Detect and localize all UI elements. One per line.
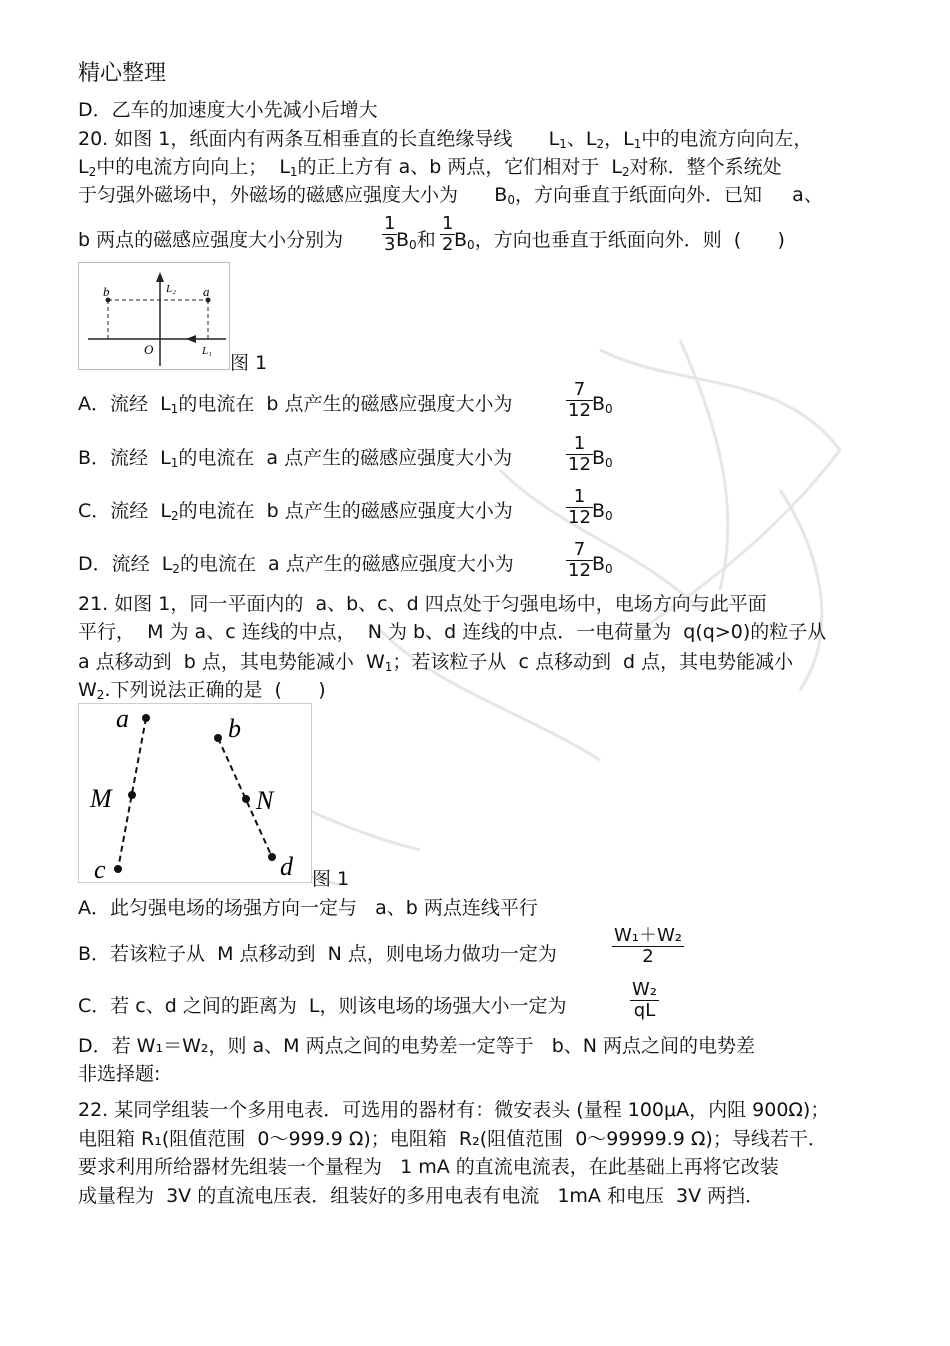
q20-option-b: B．流经 $L_1$的电流在 a 点产生的磁感应强度大小为 xyxy=(78,447,513,470)
q20-option-d-fraction: $\frac{7}{12}$ xyxy=(568,539,591,581)
fraction-one-half: $\frac{1}{2}$ xyxy=(442,213,454,255)
q22-line-1: 22. 某同学组装一个多用电表．可选用的器材有：微安表头 (量程 100μA，内阻 900Ω)； xyxy=(78,1099,830,1121)
label-l2: L₂ xyxy=(166,283,176,295)
q20-option-b-unit: $B_0$ xyxy=(592,447,613,470)
q20-option-c-fraction: $\frac{1}{12}$ xyxy=(568,486,591,528)
q20-option-a-fraction: $\frac{7}{12}$ xyxy=(568,379,591,421)
label-o: O xyxy=(144,342,154,357)
q21-option-c: C．若 c、d 之间的距离为 L，则该电场的场强大小一定为 xyxy=(78,995,567,1017)
q21-line-4: $W_2$.下列说法正确的是 ( ) xyxy=(78,679,326,702)
label-b: b xyxy=(103,284,110,299)
q21-option-b: B．若该粒子从 M 点移动到 N 点，则电场力做功一定为 xyxy=(78,943,557,965)
q22-line-3: 要求利用所给器材先组装一个量程为 1 mA 的直流电流表，在此基础上再将它改装 xyxy=(78,1156,779,1178)
q20-line-2: $L_2$中的电流方向向上； $L_1$的正上方有 a、b 两点，它们相对于 $L_2$对称．整个系统处 xyxy=(78,156,782,179)
q19-option-d: D．乙车的加速度大小先减小后增大 xyxy=(78,99,378,121)
q21-option-a: A．此匀强电场的场强方向一定与 a、b 两点连线平行 xyxy=(78,897,538,919)
point-b xyxy=(214,734,222,742)
label-n: N xyxy=(256,786,274,815)
point-c xyxy=(114,865,122,873)
point-m xyxy=(128,791,136,799)
q21-figure xyxy=(78,703,312,883)
q21-option-c-fraction: $\frac{\text{W₂}}{qL}$ xyxy=(632,979,658,1021)
q20-option-c: C．流经 $L_2$的电流在 b 点产生的磁感应强度大小为 xyxy=(78,500,513,523)
label-m: M xyxy=(90,784,112,813)
section-heading: 非选择题: xyxy=(78,1063,161,1085)
fraction-one-third: $\frac{1}{3}$ xyxy=(384,213,396,255)
q20-line-4c: $B_0$，方向也垂直于纸面向外．则 ( ) xyxy=(454,229,785,252)
label-c: c xyxy=(94,855,106,883)
q20-line-1: 20. 如图 1，纸面内有两条互相垂直的长直绝缘导线 $L_1$、$L_2$，$L_1$中的电流方向向左， xyxy=(78,128,813,151)
q20-option-d: D．流经 $L_2$的电流在 a 点产生的磁感应强度大小为 xyxy=(78,553,514,576)
q21-line-2: 平行， M 为 a、c 连线的中点， N 为 b、d 连线的中点．一电荷量为 q(q>0)的粒子从 xyxy=(78,621,827,643)
q21-figure-caption: 图 1 xyxy=(312,868,350,890)
q20-option-c-unit: $B_0$ xyxy=(592,500,613,523)
q21-line-1: 21. 如图 1，同一平面内的 a、b、c、d 四点处于匀强电场中，电场方向与此平面 xyxy=(78,593,767,615)
point-n xyxy=(242,795,250,803)
q20-option-a: A．流经 $L_1$的电流在 b 点产生的磁感应强度大小为 xyxy=(78,393,513,416)
q20-line-3: 于匀强外磁场中，外磁场的磁感应强度大小为 $B_0$，方向垂直于纸面向外．已知 a、 xyxy=(78,184,823,207)
q20-option-b-fraction: $\frac{1}{12}$ xyxy=(568,433,591,475)
label-l1: L₁ xyxy=(202,345,212,357)
label-a: a xyxy=(116,704,129,733)
q20-line-4b: $B_0$和 xyxy=(396,229,436,252)
q21-line-3: a 点移动到 b 点，其电势能减小 $W_1$；若该粒子从 c 点移动到 d 点，其电势能减小 xyxy=(78,651,794,674)
q20-option-a-unit: $B_0$ xyxy=(592,393,613,416)
q20-figure-caption: 图 1 xyxy=(230,352,268,374)
q22-line-2: 电阻箱 R₁(阻值范围 0～999.9 Ω)；电阻箱 R₂(阻值范围 0～99999.9 Ω)；导线若干． xyxy=(78,1128,827,1150)
label-a: a xyxy=(203,284,210,299)
figure-border xyxy=(79,704,312,883)
label-d: d xyxy=(280,852,293,881)
q22-line-4: 成量程为 3V 的直流电压表．组装好的多用电表有电流 1mA 和电压 3V 两挡． xyxy=(78,1185,765,1207)
point-d xyxy=(268,853,276,861)
q21-option-b-fraction: $\frac{\text{W₁＋W₂}}{2}$ xyxy=(614,925,683,967)
q20-option-d-unit: $B_0$ xyxy=(592,553,613,576)
q21-option-d: D．若 W₁＝W₂，则 a、M 两点之间的电势差一定等于 b、N 两点之间的电势差 xyxy=(78,1035,756,1057)
label-b: b xyxy=(228,714,241,743)
page-header: 精心整理 xyxy=(78,61,167,86)
q20-figure xyxy=(78,262,230,370)
q20-line-4: b 两点的磁感应强度大小分别为 xyxy=(78,229,344,251)
point-a xyxy=(142,714,150,722)
